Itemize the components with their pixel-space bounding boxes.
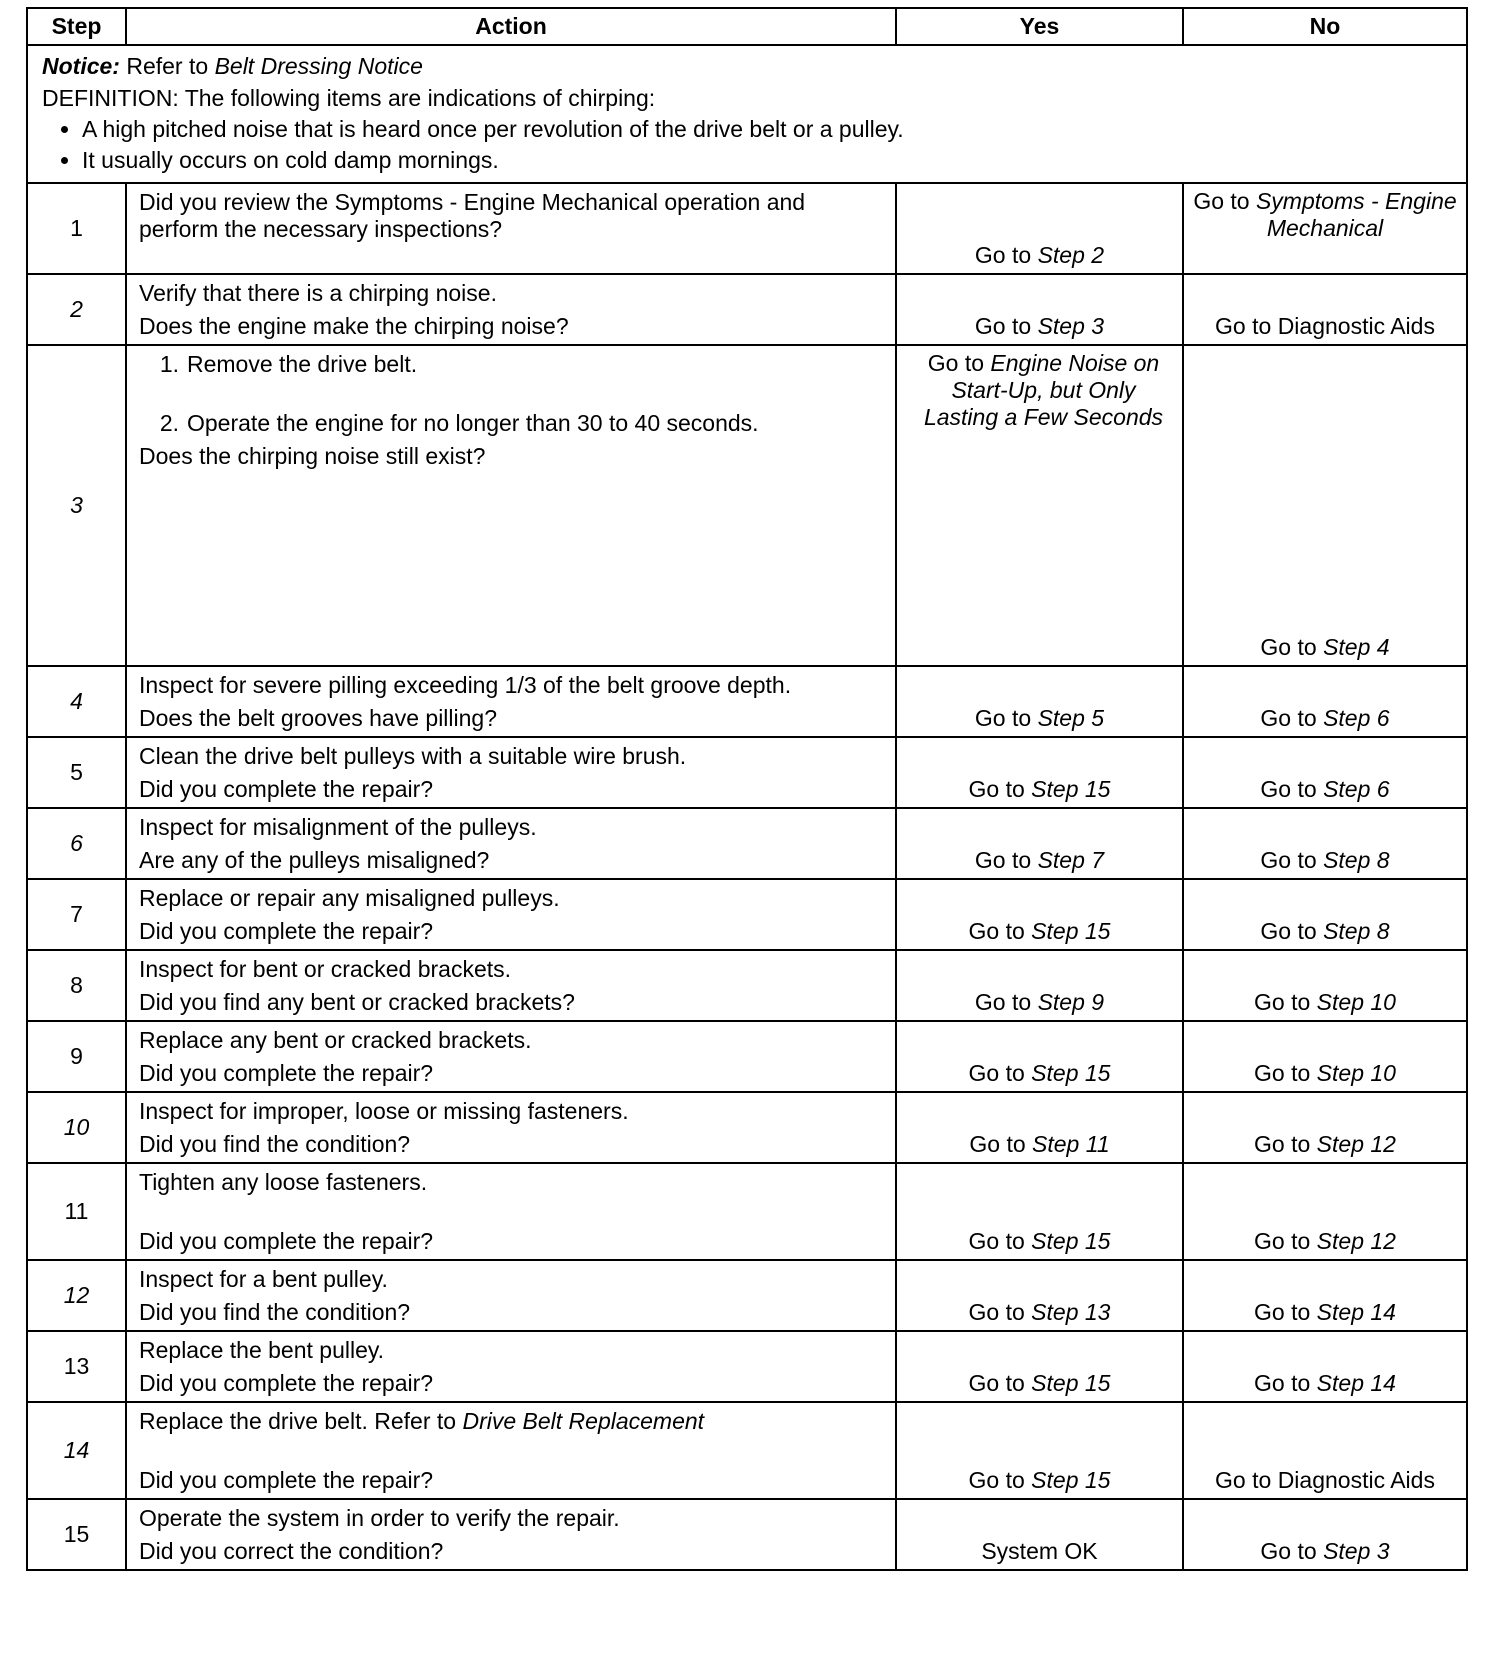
yes-prefix: Go to <box>974 242 1032 268</box>
action-cell <box>126 808 896 879</box>
no-cell <box>1183 1260 1467 1331</box>
notice-link: Belt Dressing Notice <box>214 53 423 79</box>
notice-line <box>42 50 1452 82</box>
no-ref: Step 14 <box>1316 1370 1396 1396</box>
yes-ref: Step 15 <box>1031 1467 1111 1493</box>
table-row <box>27 950 1467 1021</box>
step-number: 4 <box>27 666 126 737</box>
yes-cell <box>896 950 1183 1021</box>
table-row <box>27 274 1467 345</box>
yes-ref: Step 3 <box>1037 313 1105 339</box>
yes-cell <box>896 345 1183 666</box>
action-line: Operate the system in order to verify the repair. <box>139 1505 620 1531</box>
table-row <box>27 666 1467 737</box>
yes-cell <box>896 183 1183 274</box>
no-ref: Symptoms - Engine Mechanical <box>1255 188 1457 241</box>
table-row <box>27 808 1467 879</box>
no-text: Go to Diagnostic Aids <box>1215 313 1435 339</box>
action-cell <box>126 1402 896 1499</box>
yes-ref: Step 15 <box>1031 1228 1111 1254</box>
no-cell <box>1183 345 1467 666</box>
diagnostic-table <box>26 7 1468 1571</box>
no-cell <box>1183 666 1467 737</box>
no-ref: Step 8 <box>1323 918 1390 944</box>
no-cell <box>1183 274 1467 345</box>
yes-prefix: Go to <box>974 989 1032 1015</box>
no-cell <box>1183 737 1467 808</box>
yes-cell <box>896 1402 1183 1499</box>
yes-prefix: Go to <box>968 1370 1025 1396</box>
step-number: 3 <box>27 345 126 666</box>
definition-bullet: • A high pitched noise that is heard once per revolution of the drive belt or a pulley. <box>82 114 1452 145</box>
yes-cell <box>896 1163 1183 1260</box>
action-cell <box>126 1021 896 1092</box>
action-cell <box>126 950 896 1021</box>
yes-prefix: Go to <box>974 705 1032 731</box>
yes-ref: Step 7 <box>1037 847 1105 873</box>
no-cell <box>1183 808 1467 879</box>
yes-ref: Step 15 <box>1031 1060 1111 1086</box>
action-substep: 1. Remove the drive belt. <box>159 351 418 377</box>
action-cell <box>126 183 896 274</box>
no-prefix: Go to <box>1254 1131 1311 1157</box>
yes-cell <box>896 808 1183 879</box>
action-line: Inspect for severe pilling exceeding 1/3 of the belt groove depth. <box>139 672 792 698</box>
action-cell <box>126 345 896 666</box>
action-line: Did you complete the repair? <box>139 918 434 944</box>
no-cell <box>1183 1499 1467 1570</box>
no-prefix: Go to <box>1260 776 1317 802</box>
step-number: 14 <box>27 1402 126 1499</box>
no-prefix: Go to <box>1260 705 1317 731</box>
action-line: Replace the drive belt. Refer to Drive Belt Replacement <box>139 1408 705 1434</box>
header-action: Action <box>126 8 896 45</box>
yes-prefix: Go to <box>968 776 1025 802</box>
step-number: 2 <box>27 274 126 345</box>
no-ref: Step 10 <box>1316 989 1396 1015</box>
yes-cell <box>896 1260 1183 1331</box>
step-number: 9 <box>27 1021 126 1092</box>
action-ref: Drive Belt Replacement <box>462 1408 705 1434</box>
table-row <box>27 1331 1467 1402</box>
table-row <box>27 1499 1467 1570</box>
no-cell <box>1183 1092 1467 1163</box>
step-number: 8 <box>27 950 126 1021</box>
definition-list <box>42 114 1452 176</box>
action-line: Did you find any bent or cracked brackets? <box>139 989 575 1015</box>
yes-ref: Step 11 <box>1032 1131 1110 1157</box>
no-prefix: Go to <box>1254 1060 1311 1086</box>
action-cell <box>126 1163 896 1260</box>
yes-prefix: Go to <box>974 313 1032 339</box>
yes-prefix: Go to <box>968 1299 1025 1325</box>
no-ref: Step 10 <box>1316 1060 1396 1086</box>
no-ref: Step 6 <box>1323 705 1390 731</box>
no-prefix: Go to <box>1254 1370 1311 1396</box>
yes-cell <box>896 1092 1183 1163</box>
definition-text: DEFINITION: The following items are indications of chirping: <box>42 85 656 111</box>
no-prefix: Go to <box>1260 634 1317 660</box>
action-line: Did you complete the repair? <box>139 1060 434 1086</box>
action-line: Replace or repair any misaligned pulleys. <box>139 885 560 911</box>
no-prefix: Go to <box>1254 989 1311 1015</box>
action-line: Inspect for a bent pulley. <box>139 1266 388 1292</box>
step-number: 11 <box>27 1163 126 1260</box>
yes-text: System OK <box>981 1538 1098 1564</box>
action-line: Does the engine make the chirping noise? <box>139 313 569 339</box>
yes-cell <box>896 666 1183 737</box>
yes-cell <box>896 1331 1183 1402</box>
table-row <box>27 1092 1467 1163</box>
no-prefix: Go to <box>1260 918 1317 944</box>
action-line: Inspect for improper, loose or missing fasteners. <box>139 1098 629 1124</box>
action-cell <box>126 274 896 345</box>
yes-ref: Step 15 <box>1031 1370 1111 1396</box>
no-prefix: Go to <box>1260 847 1317 873</box>
action-line: perform the necessary inspections? <box>139 216 503 242</box>
table-row <box>27 1163 1467 1260</box>
yes-cell <box>896 1499 1183 1570</box>
action-cell <box>126 1331 896 1402</box>
action-substep: 2. Operate the engine for no longer than 30 to 40 seconds. <box>159 410 759 436</box>
action-line: Clean the drive belt pulleys with a suitable wire brush. <box>139 743 687 769</box>
no-prefix: Go to <box>1260 1538 1317 1564</box>
no-cell <box>1183 1402 1467 1499</box>
no-cell <box>1183 1021 1467 1092</box>
no-cell <box>1183 183 1467 274</box>
yes-prefix: Go to <box>968 1060 1025 1086</box>
action-cell <box>126 666 896 737</box>
no-ref: Step 12 <box>1316 1228 1396 1254</box>
table-row <box>27 1021 1467 1092</box>
header-no: No <box>1183 8 1467 45</box>
yes-ref: Step 5 <box>1037 705 1105 731</box>
action-line: Does the belt grooves have pilling? <box>139 705 498 731</box>
yes-cell <box>896 879 1183 950</box>
action-line: Did you complete the repair? <box>139 1467 434 1493</box>
yes-prefix: Go to <box>968 1467 1025 1493</box>
action-line: Did you correct the condition? <box>139 1538 444 1564</box>
action-line: Tighten any loose fasteners. <box>139 1169 428 1195</box>
table-row <box>27 183 1467 274</box>
yes-ref: Step 13 <box>1031 1299 1111 1325</box>
yes-cell <box>896 737 1183 808</box>
step-number: 13 <box>27 1331 126 1402</box>
step-number: 15 <box>27 1499 126 1570</box>
step-number: 5 <box>27 737 126 808</box>
no-ref: Step 14 <box>1316 1299 1396 1325</box>
yes-prefix: Go to <box>969 1131 1026 1157</box>
action-cell <box>126 737 896 808</box>
yes-prefix: Go to <box>968 918 1025 944</box>
action-line: Replace any bent or cracked brackets. <box>139 1027 532 1053</box>
notice-row <box>27 45 1467 183</box>
header-row <box>27 8 1467 45</box>
yes-ref: Engine Noise on Start-Up, but Only Lasting a Few Seconds <box>923 350 1164 430</box>
yes-ref: Step 15 <box>1031 776 1111 802</box>
yes-ref: Step 9 <box>1037 989 1105 1015</box>
yes-cell <box>896 274 1183 345</box>
no-ref: Step 12 <box>1316 1131 1396 1157</box>
table-row <box>27 345 1467 666</box>
step-number: 7 <box>27 879 126 950</box>
yes-prefix: Go to <box>974 847 1032 873</box>
no-cell <box>1183 1331 1467 1402</box>
notice-cell <box>27 45 1467 183</box>
table-row <box>27 1402 1467 1499</box>
header-step: Step <box>27 8 126 45</box>
no-ref: Step 4 <box>1323 634 1390 660</box>
no-ref: Step 8 <box>1323 847 1390 873</box>
yes-cell <box>896 1021 1183 1092</box>
action-line: Did you find the condition? <box>139 1299 411 1325</box>
step-number: 6 <box>27 808 126 879</box>
yes-ref: Step 15 <box>1031 918 1111 944</box>
action-cell <box>126 1092 896 1163</box>
action-line: Does the chirping noise still exist? <box>139 443 486 469</box>
step-number: 10 <box>27 1092 126 1163</box>
action-line: Did you complete the repair? <box>139 776 434 802</box>
action-cell <box>126 1260 896 1331</box>
action-cell <box>126 879 896 950</box>
action-line: Inspect for misalignment of the pulleys. <box>139 814 537 840</box>
action-line: Are any of the pulleys misaligned? <box>139 847 490 873</box>
action-line: Did you complete the repair? <box>139 1228 434 1254</box>
header-yes: Yes <box>896 8 1183 45</box>
action-line: Verify that there is a chirping noise. <box>139 280 497 306</box>
notice-text: Refer to <box>126 53 209 79</box>
table-row <box>27 879 1467 950</box>
action-line: Did you find the condition? <box>139 1131 411 1157</box>
no-prefix: Go to <box>1254 1299 1311 1325</box>
no-text: Go to Diagnostic Aids <box>1215 1467 1435 1493</box>
step-number: 1 <box>27 183 126 274</box>
notice-label: Notice: <box>42 53 120 79</box>
yes-prefix: Go to <box>968 1228 1025 1254</box>
yes-ref: Step 2 <box>1037 242 1105 268</box>
action-line: Replace the bent pulley. <box>139 1337 385 1363</box>
step-number: 12 <box>27 1260 126 1331</box>
action-cell <box>126 1499 896 1570</box>
no-prefix: Go to <box>1193 188 1250 214</box>
no-cell <box>1183 879 1467 950</box>
yes-prefix: Go to <box>927 350 985 376</box>
table-row <box>27 737 1467 808</box>
no-cell <box>1183 1163 1467 1260</box>
no-ref: Step 3 <box>1323 1538 1390 1564</box>
no-prefix: Go to <box>1254 1228 1311 1254</box>
action-line: Did you review the Symptoms - Engine Mechanical operation and <box>139 189 806 215</box>
definition-bullet: • It usually occurs on cold damp mornings. <box>82 145 1452 176</box>
table-row <box>27 1260 1467 1331</box>
action-line: Inspect for bent or cracked brackets. <box>139 956 512 982</box>
no-ref: Step 6 <box>1323 776 1390 802</box>
no-cell <box>1183 950 1467 1021</box>
action-line: Did you complete the repair? <box>139 1370 434 1396</box>
